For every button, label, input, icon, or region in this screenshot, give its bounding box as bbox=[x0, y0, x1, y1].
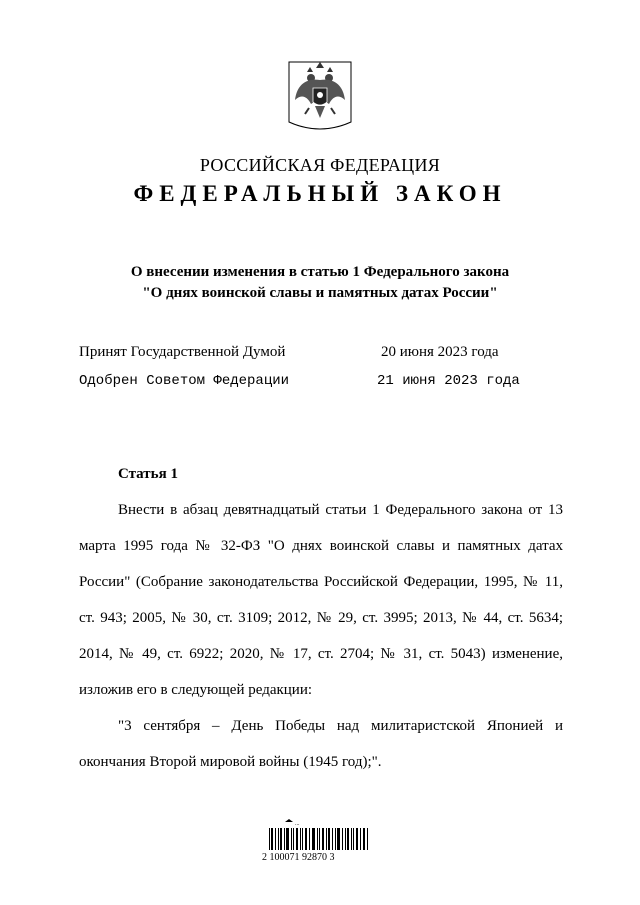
article-paragraph-2: "3 сентября – День Победы над милитаристской Японией и окончания Второй мировой войны (1945 год);". bbox=[79, 718, 563, 770]
article-paragraph-1: Внести в абзац девятнадцатый статьи 1 Федерального закона от 13 марта 1995 года № 32-ФЗ "О днях воинской славы и памятных датах России" (Собрание законодательства Российской Федерации, 1995, № 11, ст. 943; 2005, № 30, ст. 3109; 2012, № 29, ст. 3995; 2013, № 44, ст. 5634; 2014, № 49, ст. 6922; 2020, № 17, ст. 2704; № 31, ст. 5043) изменение, изложив его в следующей редакции: bbox=[79, 502, 563, 698]
law-title-line-1: О внесении изменения в статью 1 Федерального закона bbox=[130, 264, 510, 280]
country-name: РОССИЙСКАЯ ФЕДЕРАЦИЯ bbox=[199, 155, 441, 175]
law-title-line-2: "О днях воинской славы и памятных датах России" bbox=[142, 285, 498, 301]
article-heading: Статья 1 bbox=[118, 466, 178, 482]
article-body bbox=[79, 492, 563, 780]
law-type-heading: ФЕДЕРАЛЬНЫЙ ЗАКОН bbox=[133, 181, 507, 206]
duma-adoption-label: Принят Государственной Думой bbox=[79, 344, 286, 360]
council-approval-date: 21 июня 2023 года bbox=[377, 373, 520, 389]
council-approval-label: Одобрен Советом Федерации bbox=[79, 373, 290, 389]
svg-text:...: ... bbox=[295, 821, 300, 827]
duma-adoption-date: 20 июня 2023 года bbox=[381, 344, 499, 360]
coat-of-arms-icon bbox=[287, 60, 353, 136]
barcode-number: 2 100071 92870 3 bbox=[262, 852, 335, 863]
